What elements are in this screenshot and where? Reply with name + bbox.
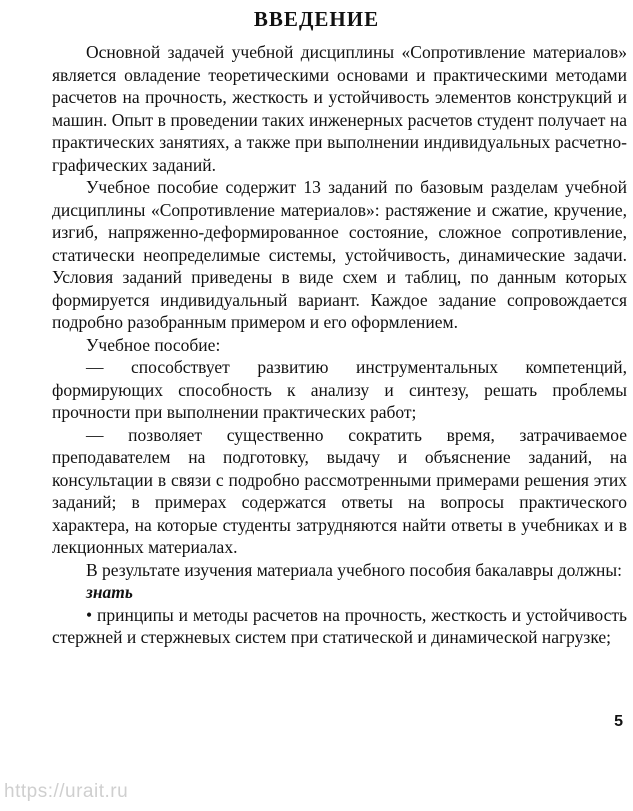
page-title: ВВЕДЕНИЕ xyxy=(253,7,380,31)
label-know: знать xyxy=(86,582,133,602)
paragraph-outcomes: В результате изучения материала учебного пособия бакалавры должны: xyxy=(86,559,622,580)
list-item-principles: • принципы и методы расчетов на прочность, жесткость и устойчивость стержней и стержневых систем при статической и динамической нагрузке; xyxy=(52,604,627,647)
paragraph-manual-label: Учебное пособие: xyxy=(86,334,221,355)
paragraph-contents: Учебное пособие содержит 13 заданий по базовым разделам учебной дисциплины «Сопротивление материалов»: растяжение и сжатие, кручение, изгиб, напряженно-деформированное состояние, сложное сопротивление, статически неопределимые системы, устойчивость, динамические задачи. Условия заданий приведены в виде схем и таблиц, по данным которых формируется индивидуальный вариант. Каждое задание сопровождается подробно разобранным примером и его оформлением. xyxy=(52,177,627,332)
source-watermark: https://urait.ru xyxy=(4,781,129,802)
page-number: 5 xyxy=(614,713,623,730)
paragraph-intro: Основной задачей учебной дисциплины «Сопротивление материалов» является овладение теоретическими основами и практическими методами расчетов на прочность, жесткость и устойчивость элементов конструкций и машин. Опыт в проведении таких инженерных расчетов студент получает на практических занятиях, а также при выполнении индивидуальных расчетно-графических заданий. xyxy=(52,42,627,175)
body-text xyxy=(52,41,627,649)
list-item-competencies: — способствует развитию инструментальных компетенций, формирующих способность к анализу и синтезу, решать проблемы прочности при выполнении практических работ; xyxy=(52,357,627,422)
list-item-time-saving: — позволяет существенно сократить время, затрачиваемое преподавателем на подготовку, выдачу и объяснение заданий, на консультации в связи с подробно рассмотренными примерами решения этих заданий; в примерах содержатся ответы на вопросы практического характера, на которые студенты затрудняются найти ответы в учебниках и в лекционных материалах. xyxy=(52,424,627,557)
